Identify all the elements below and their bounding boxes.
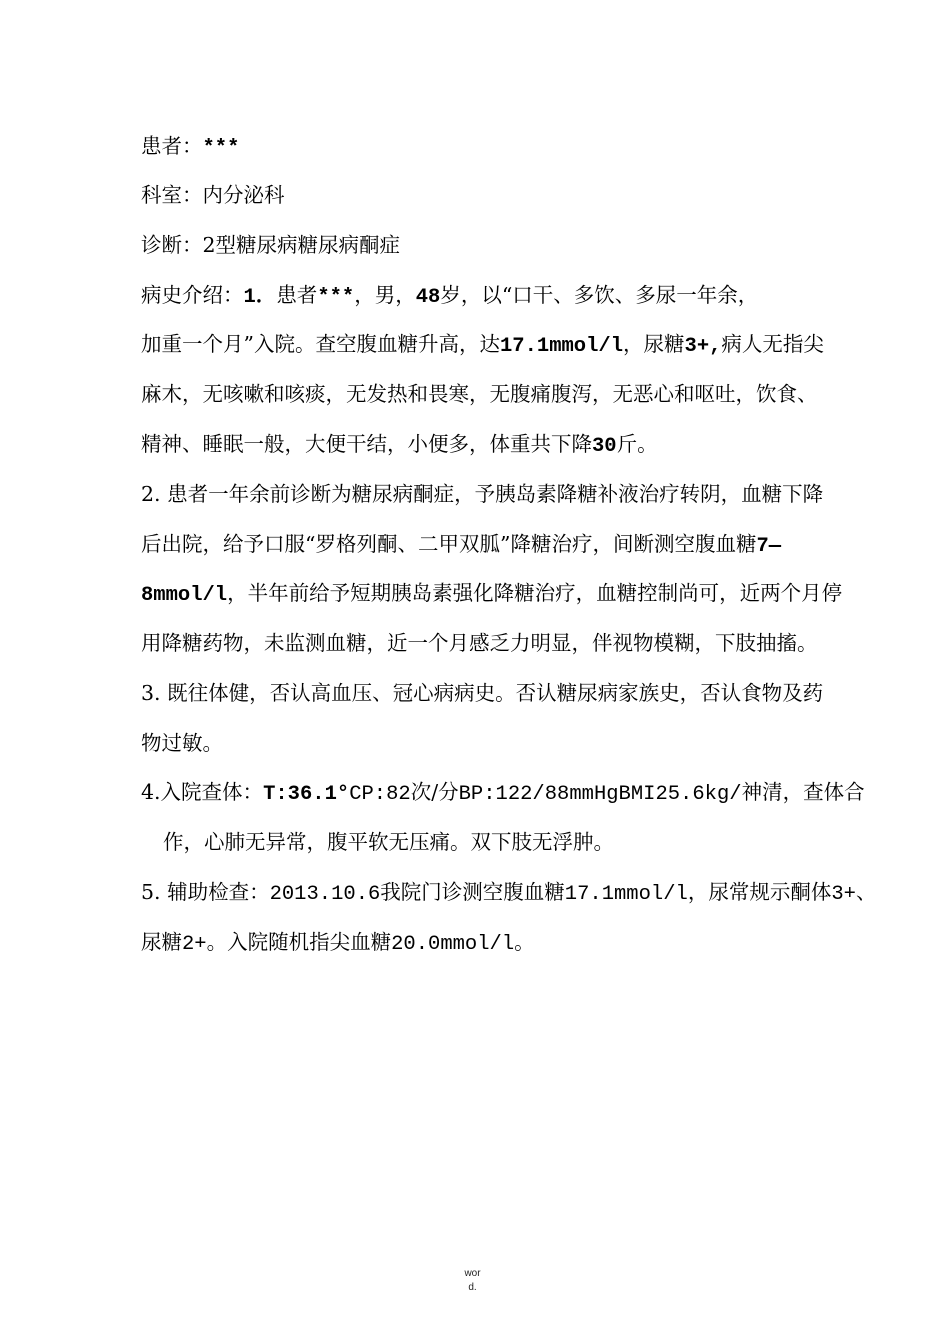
patient-line bbox=[141, 133, 239, 162]
department-label: 科室： bbox=[141, 183, 203, 207]
text-run: 神清，查体合 bbox=[741, 780, 865, 804]
text-run: 17.1mmol/l bbox=[499, 335, 624, 358]
text-run: 30 bbox=[592, 435, 617, 458]
text-run: ，半年前给予短期胰岛素强化降糖治疗，血糖控制尚可，近两个月停 bbox=[227, 581, 843, 605]
item2-line-4: 用降糖药物，未监测血糖，近一个月感乏力明显，伴视物模糊，下肢抽搐。 bbox=[141, 631, 818, 655]
text-run: 2013.10.6 bbox=[269, 883, 381, 906]
patient-label: 患者： bbox=[141, 134, 203, 158]
text-run: 4.入院查体： bbox=[141, 780, 264, 804]
text-run: 加重一个月”入院。查空腹血糖升高，达 bbox=[141, 332, 500, 356]
footer-line-1: wor bbox=[464, 1268, 481, 1279]
text-run: 病史介绍： bbox=[141, 283, 244, 307]
diagnosis-value: 2型糖尿病糖尿病酮症 bbox=[202, 233, 401, 257]
text-run: 斤。 bbox=[616, 432, 658, 456]
text-run: 8mmol/l bbox=[141, 584, 228, 607]
item3-line-1: 3. 既往体健，否认高血压、冠心病病史。否认糖尿病家族史，否认食物及药 bbox=[141, 681, 824, 705]
text-run: BP:122/88mmHgBMI25.6kg/ bbox=[458, 783, 742, 806]
text-run: CP:82 bbox=[349, 783, 411, 806]
text-run: 精神、睡眠一般，大便干结，小便多，体重共下降 bbox=[141, 432, 592, 456]
item5-line-2 bbox=[141, 929, 535, 958]
history-line-1 bbox=[141, 282, 758, 311]
text-run: ，尿常规示酮体 bbox=[687, 880, 832, 904]
item3-line-2: 物过敏。 bbox=[141, 731, 223, 755]
text-run: 5. 辅助检查： bbox=[141, 880, 270, 904]
text-run: ，男， bbox=[354, 283, 416, 307]
text-run: 病人无指尖 bbox=[721, 332, 824, 356]
text-run: 17.1mmol/l bbox=[564, 883, 688, 906]
text-run: 2+ bbox=[182, 933, 207, 956]
text-run: 3+, bbox=[684, 335, 722, 358]
item5-line-1 bbox=[141, 879, 876, 908]
text-run: 。入院随机指尖血糖 bbox=[206, 930, 392, 954]
footer-line-2: d. bbox=[468, 1282, 477, 1293]
text-run: 后出院，给予口服“罗格列酮、二甲双胍”降糖治疗，间断测空腹血糖 bbox=[141, 532, 757, 556]
text-run: 尿糖 bbox=[141, 930, 182, 954]
text-run: 患者 bbox=[276, 283, 318, 307]
text-run: 20.0mmol/l bbox=[391, 933, 515, 956]
text-run: *** bbox=[317, 286, 355, 309]
item2-line-1: 2. 患者一年余前诊断为糖尿病酮症，予胰岛素降糖补液治疗转阴，血糖下降 bbox=[141, 482, 824, 506]
text-run: 7— bbox=[756, 535, 782, 558]
diagnosis-label: 诊断： bbox=[141, 233, 203, 257]
text-run: 3+ bbox=[831, 883, 856, 906]
text-run: 岁，以“口干、多饮、多尿一年余， bbox=[440, 283, 759, 307]
text-run: 1． bbox=[243, 286, 277, 309]
diagnosis-line bbox=[141, 232, 400, 258]
history-line-3: 麻木，无咳嗽和咳痰，无发热和畏寒，无腹痛腹泻，无恶心和呕吐，饮食、 bbox=[141, 382, 818, 406]
text-run: 。 bbox=[514, 930, 535, 954]
text-run: 、 bbox=[855, 880, 877, 904]
item4-line-1 bbox=[141, 779, 865, 808]
history-line-2 bbox=[141, 331, 824, 360]
patient-value: *** bbox=[202, 137, 240, 160]
text-run: T:36.1° bbox=[263, 783, 350, 806]
item2-line-2 bbox=[141, 531, 781, 560]
text-run: 48 bbox=[415, 286, 441, 309]
item2-line-3 bbox=[141, 580, 842, 609]
history-line-4 bbox=[141, 431, 658, 460]
department-value: 内分泌科 bbox=[202, 183, 285, 207]
item4-line-2: 作，心肺无异常，腹平软无压痛。双下肢无浮肿。 bbox=[163, 830, 614, 854]
text-run: ，尿糖 bbox=[623, 332, 685, 356]
text-run: 我院门诊测空腹血糖 bbox=[380, 880, 565, 904]
text-run: 次/分 bbox=[410, 780, 459, 804]
page-footer bbox=[0, 1267, 945, 1295]
department-line bbox=[141, 182, 285, 208]
